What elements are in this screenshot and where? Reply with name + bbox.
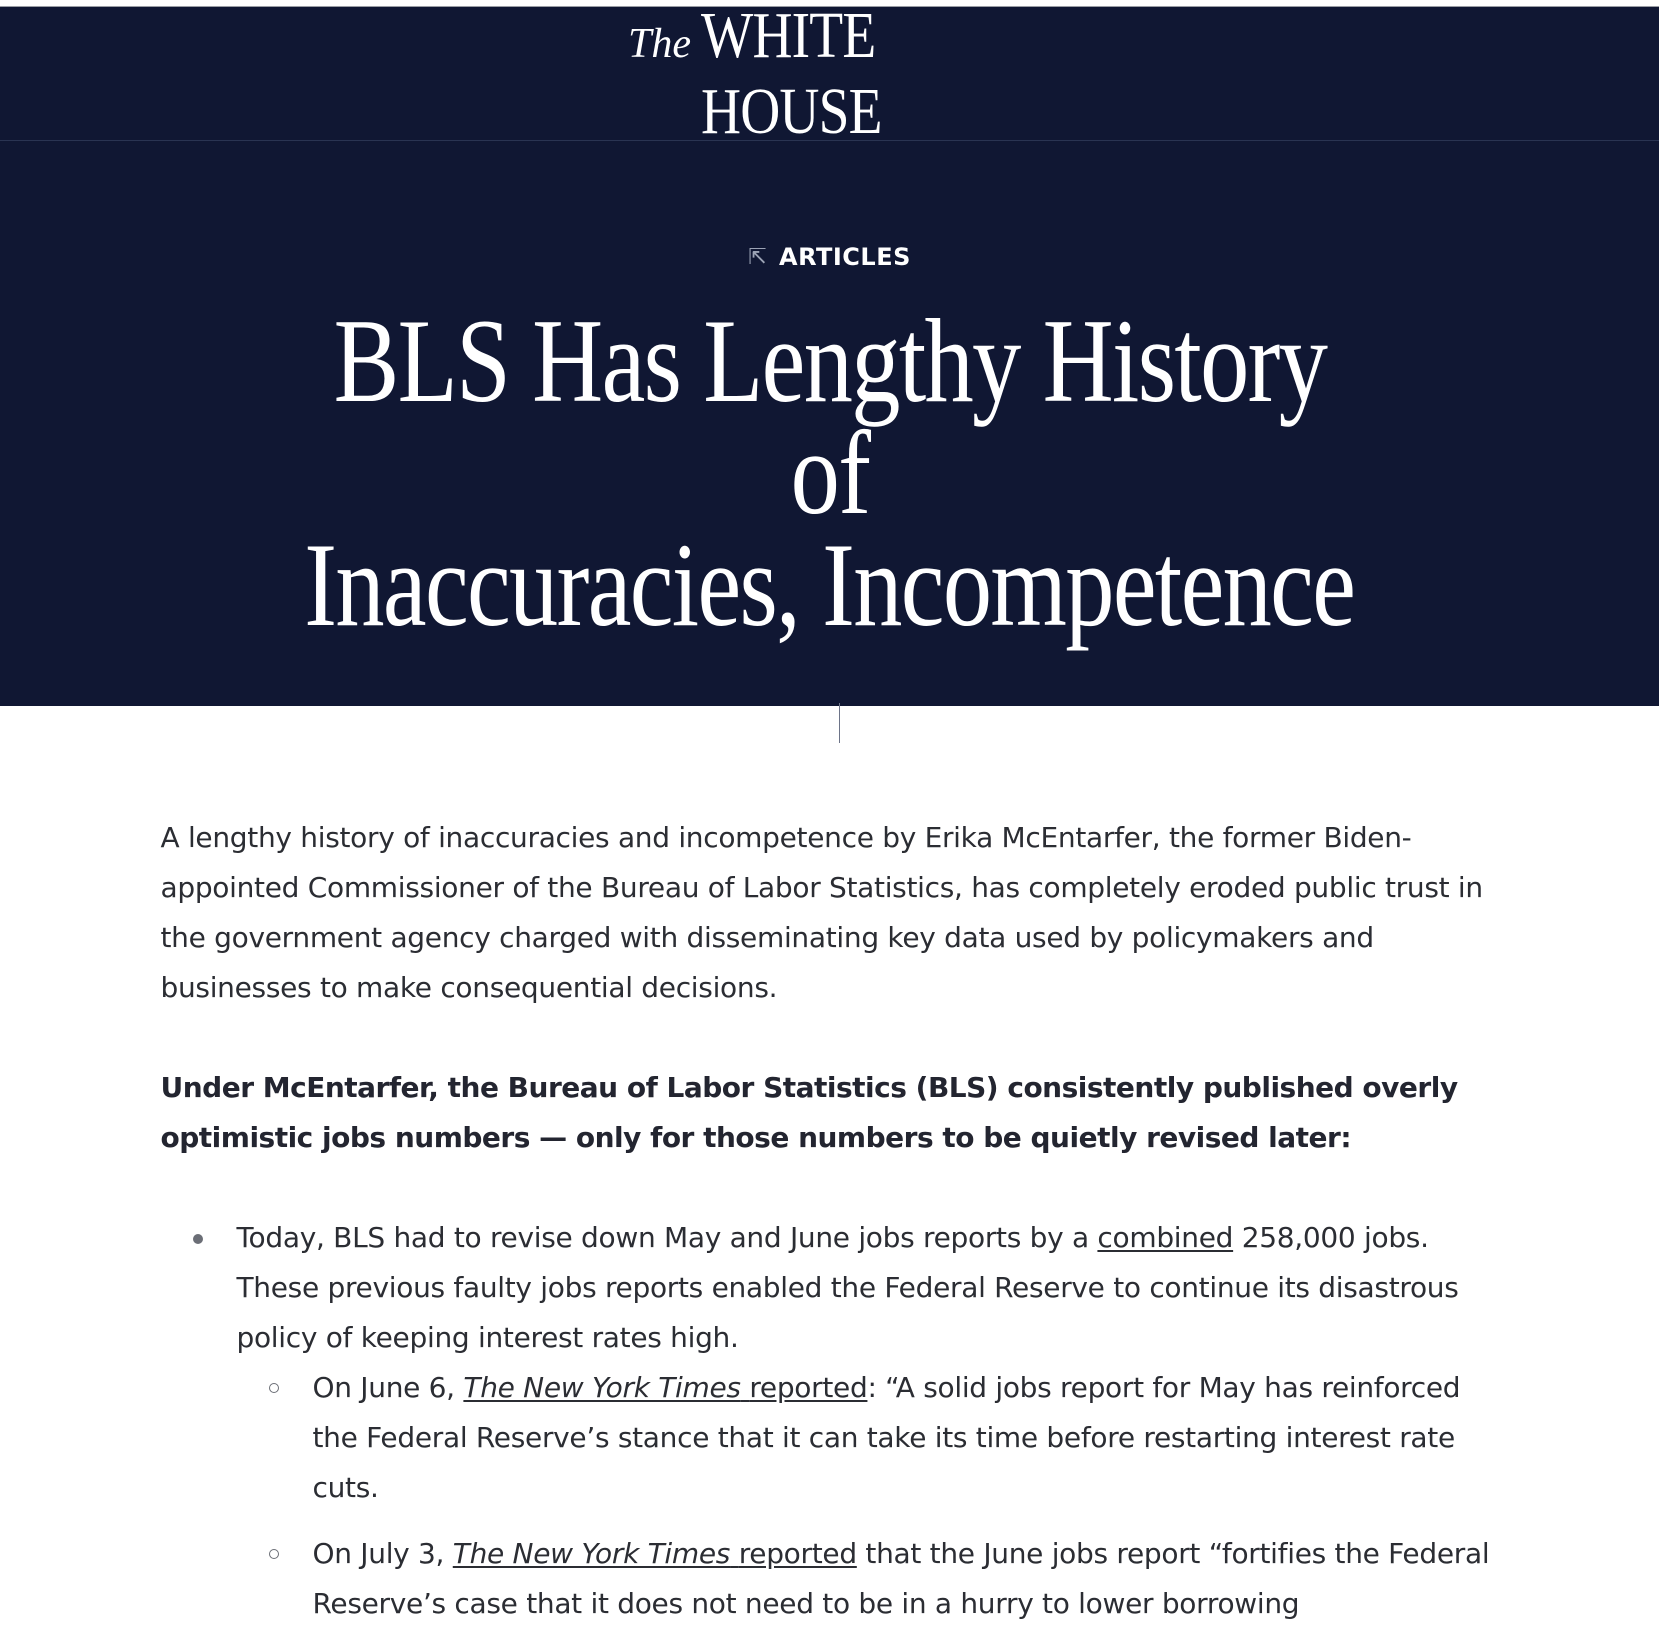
sub-text: : “A solid jobs report for May has reinforced the Federal Reserve’s stance that it can take its time before restarting interest rate cuts.	[312, 1371, 1461, 1504]
combined-link[interactable]: combined	[1097, 1221, 1234, 1254]
bullet-circle-icon	[269, 1549, 279, 1559]
article-hero	[0, 141, 1659, 736]
white-house-logo[interactable]	[628, 0, 1031, 150]
logo-wordmark: WHITE HOUSE	[701, 0, 882, 148]
intro-paragraph: A lengthy history of inaccuracies and incompetence by Erika McEntarfer, the former Biden-appointed Commissioner of the Bureau of Labor Statistics, has completely eroded public trust in the government agency charged with disseminating key data used by policymakers and businesses to make consequential decisions.	[160, 821, 1483, 1004]
link-text: reported	[738, 1537, 857, 1570]
logo-the: The	[628, 20, 691, 67]
sub-list	[237, 1363, 1499, 1629]
category-label: ARTICLES	[779, 243, 911, 271]
nyt-june-link[interactable]	[463, 1371, 867, 1404]
page-title	[180, 294, 1480, 651]
publish-date: August 1, 2025	[870, 710, 1046, 736]
link-text: reported	[749, 1371, 868, 1404]
arrow-up-left-icon: ⇱	[748, 244, 768, 270]
sub-text: On July 3,	[312, 1537, 453, 1570]
site-header	[0, 0, 1659, 148]
list-item	[161, 1213, 1499, 1629]
title-line-2: Inaccuracies, Incompetence	[304, 518, 1355, 651]
lead-paragraph: Under McEntarfer, the Bureau of Labor Statistics (BLS) consistently published overly optimistic jobs numbers — only for those numbers to be quietly revised later:	[160, 1071, 1458, 1154]
bullet-text: 258,000 jobs. These previous faulty jobs reports enabled the Federal Reserve to continue its disastrous policy of keeping interest rates high.	[236, 1221, 1459, 1354]
sub-text: that the June jobs report “fortifies the Federal Reserve’s case that it does not need to be in a hurry to lower borrowing	[312, 1537, 1490, 1620]
publication-name: The New York Times	[463, 1371, 741, 1404]
sub-list-item	[237, 1363, 1499, 1513]
nyt-july-link[interactable]	[453, 1537, 857, 1570]
bullet-disc-icon	[193, 1234, 203, 1244]
bullet-circle-icon	[269, 1383, 279, 1393]
bullet-list	[161, 1213, 1499, 1629]
article-body	[161, 706, 1499, 1629]
sub-text: On June 6,	[312, 1371, 464, 1404]
bullet-text: Today, BLS had to revise down May and June jobs reports by a	[236, 1221, 1098, 1254]
title-line-1: BLS Has Lengthy History of	[333, 294, 1326, 539]
author: The White House	[613, 710, 810, 736]
sub-list-item	[237, 1529, 1499, 1629]
publication-name: The New York Times	[452, 1537, 731, 1570]
category-link-articles[interactable]	[748, 243, 911, 271]
